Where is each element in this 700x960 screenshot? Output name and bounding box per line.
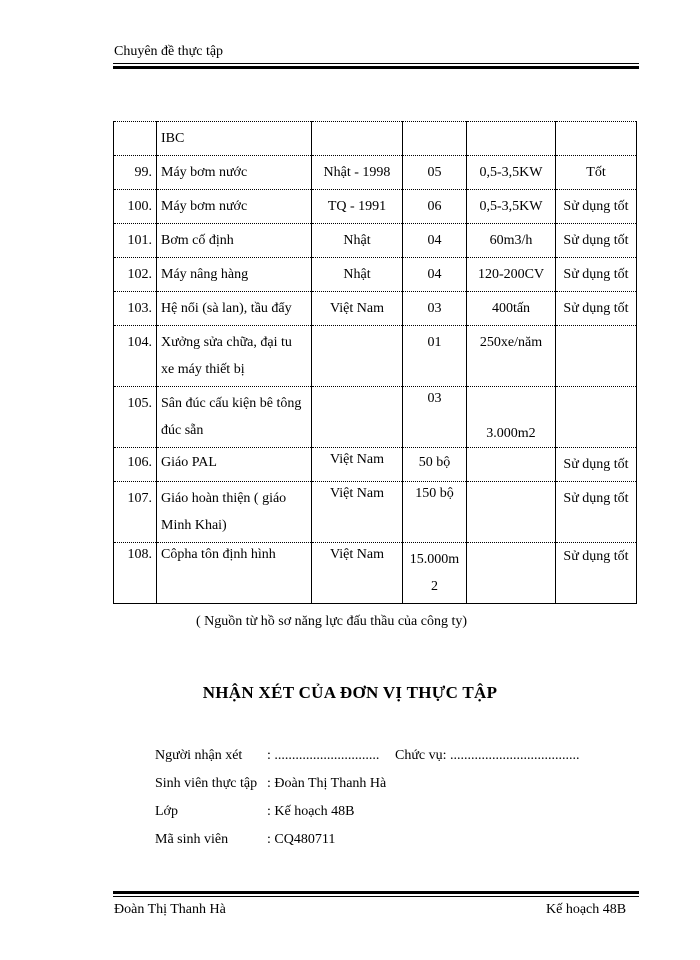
equipment-capacity: 250xe/năm (467, 326, 556, 387)
equipment-capacity (467, 448, 556, 482)
equipment-quantity: 03 (403, 292, 467, 326)
equipment-quantity: 01 (403, 326, 467, 387)
table-row (114, 448, 637, 482)
student-value: : Đoàn Thị Thanh Hà (267, 776, 387, 791)
row-number: 103. (114, 292, 157, 326)
equipment-origin: Nhật (312, 224, 403, 258)
row-number: 107. (114, 482, 157, 543)
equipment-name: Giáo hoàn thiện ( giáo Minh Khai) (157, 482, 312, 543)
equipment-quantity: 03 (403, 387, 467, 448)
table-row (114, 292, 637, 326)
equipment-origin: Việt Nam (312, 543, 403, 604)
equipment-origin: Nhật (312, 258, 403, 292)
equipment-quantity: 150 bộ (403, 482, 467, 543)
row-number: 105. (114, 387, 157, 448)
equipment-name: Côpha tôn định hình (157, 543, 312, 604)
equipment-quantity: 04 (403, 258, 467, 292)
equipment-status (556, 122, 637, 156)
equipment-status (556, 387, 637, 448)
equipment-origin: Nhật - 1998 (312, 156, 403, 190)
equipment-capacity: 120-200CV (467, 258, 556, 292)
equipment-name: IBC (157, 122, 312, 156)
equipment-capacity: 0,5-3,5KW (467, 190, 556, 224)
student-label: Sinh viên thực tập (155, 776, 258, 791)
equipment-name: Giáo PAL (157, 448, 312, 482)
equipment-origin: Việt Nam (312, 448, 403, 482)
equipment-quantity: 05 (403, 156, 467, 190)
row-number: 106. (114, 448, 157, 482)
equipment-origin (312, 326, 403, 387)
equipment-quantity: 50 bộ (403, 448, 467, 482)
equipment-capacity: 0,5-3,5KW (467, 156, 556, 190)
table-row (114, 482, 637, 543)
source-note: ( Nguồn từ hồ sơ năng lực đấu thầu của công ty) (196, 614, 468, 629)
class-line (155, 804, 355, 820)
equipment-status (556, 326, 637, 387)
equipment-quantity: 04 (403, 224, 467, 258)
equipment-capacity: 400tấn (467, 292, 556, 326)
row-number: 99. (114, 156, 157, 190)
student-id-line (155, 832, 336, 848)
class-label: Lớp (155, 804, 178, 819)
table-row (114, 156, 637, 190)
reviewer-line (155, 748, 580, 764)
header-rule (113, 63, 639, 69)
equipment-origin (312, 122, 403, 156)
equipment-origin: Việt Nam (312, 482, 403, 543)
footer-rule (113, 891, 639, 899)
equipment-status: Sử dụng tốt (556, 448, 637, 482)
equipment-name: Máy bơm nước (157, 156, 312, 190)
equipment-status: Sử dụng tốt (556, 292, 637, 326)
equipment-capacity: 60m3/h (467, 224, 556, 258)
equipment-origin: Việt Nam (312, 292, 403, 326)
footer-author: Đoàn Thị Thanh Hà (114, 902, 226, 917)
row-number: 101. (114, 224, 157, 258)
equipment-status: Sử dụng tốt (556, 190, 637, 224)
equipment-name: Sân đúc cấu kiện bê tông đúc sẵn (157, 387, 312, 448)
table-row (114, 190, 637, 224)
equipment-status: Sử dụng tốt (556, 224, 637, 258)
equipment-quantity: 15.000m2 (403, 543, 467, 604)
equipment-quantity (403, 122, 467, 156)
footer-class: Kế hoạch 48B (546, 902, 627, 917)
equipment-name: Xưởng sửa chữa, đại tu xe máy thiết bị (157, 326, 312, 387)
table-row (114, 326, 637, 387)
student-id-value: : CQ480711 (267, 832, 336, 847)
equipment-status: Tốt (556, 156, 637, 190)
equipment-origin (312, 387, 403, 448)
row-number (114, 122, 157, 156)
equipment-quantity: 06 (403, 190, 467, 224)
equipment-name: Máy bơm nước (157, 190, 312, 224)
table-row (114, 543, 637, 604)
row-number: 108. (114, 543, 157, 604)
student-id-label: Mã sinh viên (155, 832, 229, 847)
equipment-capacity (467, 482, 556, 543)
equipment-capacity (467, 122, 556, 156)
equipment-name: Hệ nổi (sà lan), tầu đẩy (157, 292, 312, 326)
student-line (155, 776, 387, 792)
row-number: 102. (114, 258, 157, 292)
reviewer-label: Người nhận xét (155, 748, 243, 763)
section-title: NHẬN XÉT CỦA ĐƠN VỊ THỰC TẬP (202, 683, 498, 702)
equipment-name: Bơm cố định (157, 224, 312, 258)
class-value: : Kế hoạch 48B (267, 804, 355, 819)
table-row (114, 387, 637, 448)
equipment-capacity (467, 543, 556, 604)
equipment-table (113, 121, 637, 604)
table-row (114, 122, 637, 156)
reviewer-value: : .............................. (267, 748, 380, 763)
row-number: 100. (114, 190, 157, 224)
equipment-capacity: 3.000m2 (467, 387, 556, 448)
table-row (114, 224, 637, 258)
row-number: 104. (114, 326, 157, 387)
equipment-name: Máy nâng hàng (157, 258, 312, 292)
page-header-title: Chuyên đề thực tập (114, 44, 224, 59)
position-label: Chức vụ: ..................................... (395, 748, 580, 763)
equipment-status: Sử dụng tốt (556, 258, 637, 292)
equipment-status: Sử dụng tốt (556, 482, 637, 543)
table-row (114, 258, 637, 292)
equipment-status: Sử dụng tốt (556, 543, 637, 604)
equipment-origin: TQ - 1991 (312, 190, 403, 224)
